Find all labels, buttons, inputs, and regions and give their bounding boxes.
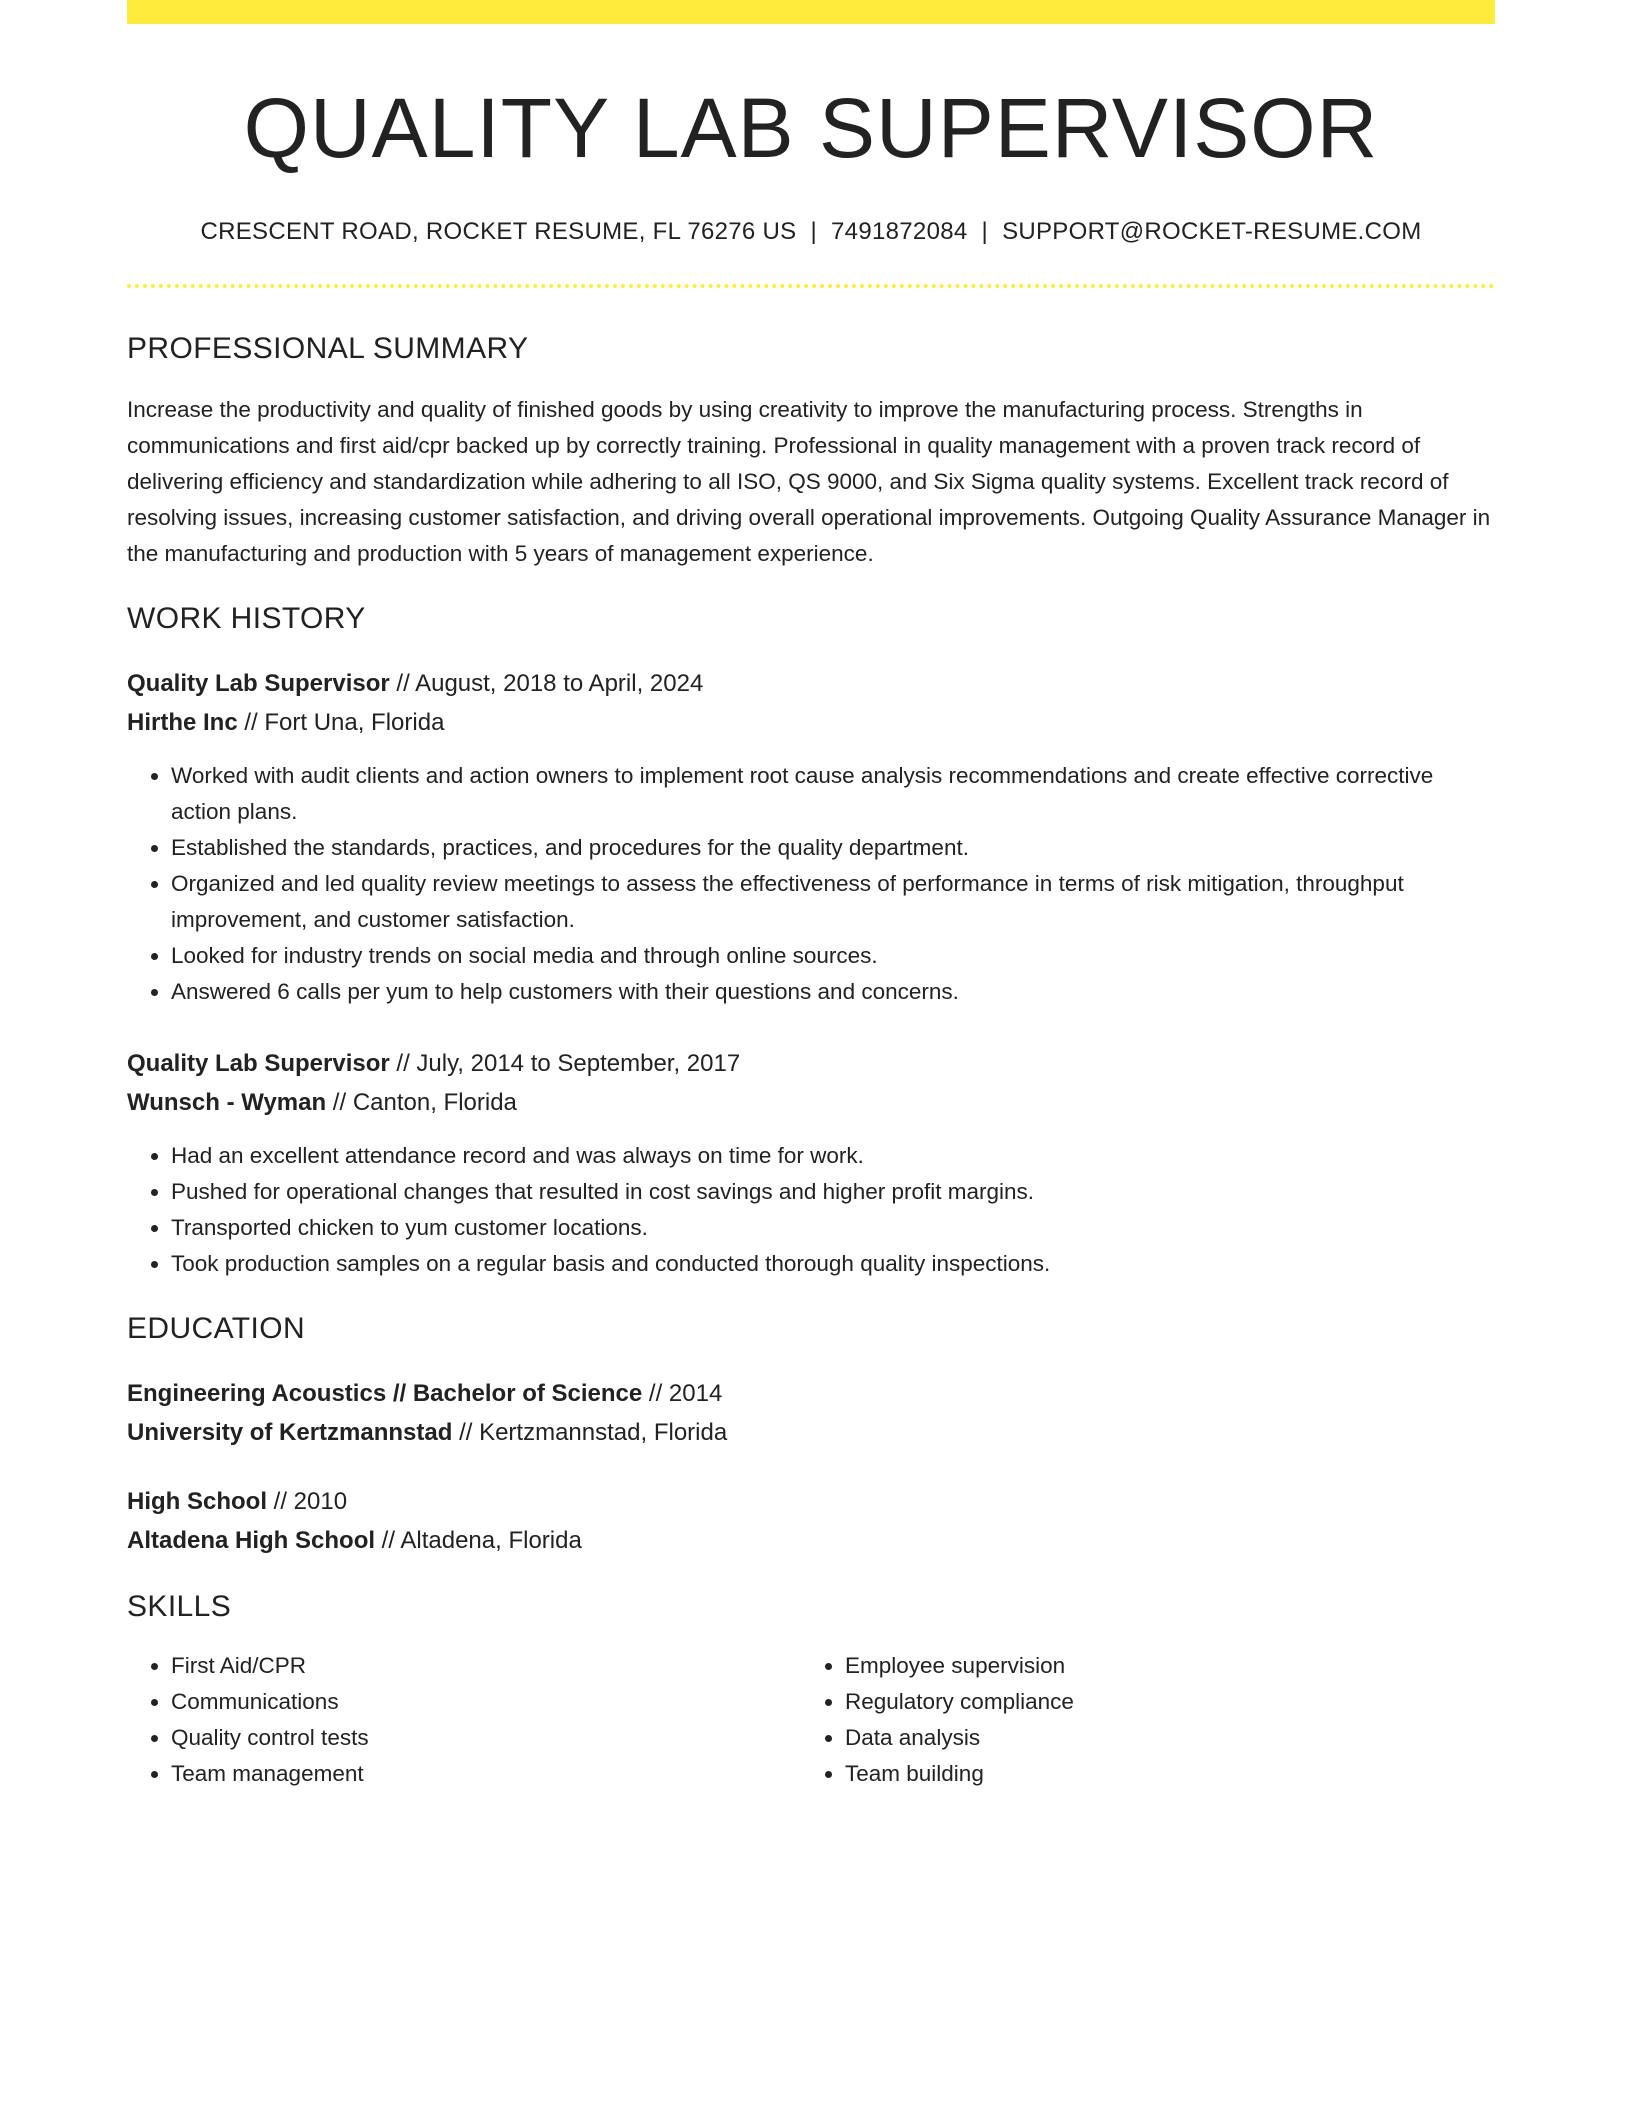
job-role: Quality Lab Supervisor	[127, 670, 390, 698]
skills-list-right	[801, 1648, 1475, 1792]
section-title-work-history: WORK HISTORY	[127, 602, 366, 636]
top-accent-bar	[127, 0, 1495, 24]
job-bullet-list	[127, 1138, 1495, 1282]
education-degree: Engineering Acoustics // Bachelor of Science	[127, 1380, 643, 1408]
job-bullet: • Answered 6 calls per yum to help customers with their questions and concerns.	[171, 974, 1495, 1010]
job-entry	[127, 664, 1495, 1010]
skill-item: • Communications	[171, 1684, 801, 1720]
job-bullet: • Took production samples on a regular basis and conducted thorough quality inspections.	[171, 1246, 1495, 1282]
education-entry	[127, 1482, 1495, 1560]
education-degree-line	[127, 1374, 1495, 1413]
job-location: // Canton, Florida	[326, 1089, 517, 1117]
skill-item: • Quality control tests	[171, 1720, 801, 1756]
education-year: // 2010	[267, 1488, 348, 1516]
job-company: Hirthe Inc	[127, 709, 238, 737]
contact-phone: 7491872084	[831, 218, 968, 246]
job-bullet: • Worked with audit clients and action owners to implement root cause analysis recommendations and create effective corrective action plans.	[171, 758, 1495, 830]
contact-separator: |	[810, 218, 818, 246]
section-title-summary: PROFESSIONAL SUMMARY	[127, 332, 529, 366]
contact-email: SUPPORT@ROCKET-RESUME.COM	[1002, 218, 1422, 246]
skill-item: • First Aid/CPR	[171, 1648, 801, 1684]
skills-columns	[127, 1648, 1495, 1792]
job-title-line	[127, 664, 1495, 703]
skill-item: • Team management	[171, 1756, 801, 1792]
skill-item: • Employee supervision	[845, 1648, 1475, 1684]
education-location: // Kertzmannstad, Florida	[452, 1419, 728, 1447]
section-title-skills: SKILLS	[127, 1590, 232, 1624]
job-company-line	[127, 1083, 1495, 1122]
job-company-line	[127, 703, 1495, 742]
dotted-divider	[127, 284, 1495, 288]
education-school-line	[127, 1413, 1495, 1452]
education-location: // Altadena, Florida	[375, 1527, 582, 1555]
job-dates: // July, 2014 to September, 2017	[389, 1050, 741, 1078]
contact-address: CRESCENT ROAD, ROCKET RESUME, FL 76276 US	[200, 218, 797, 246]
job-bullet: • Looked for industry trends on social media and through online sources.	[171, 938, 1495, 974]
section-title-education: EDUCATION	[127, 1312, 306, 1346]
job-dates: // August, 2018 to April, 2024	[389, 670, 704, 698]
contact-separator: |	[981, 218, 989, 246]
education-school-line	[127, 1521, 1495, 1560]
job-bullet: • Organized and led quality review meetings to assess the effectiveness of performance in terms of risk mitigation, throughput improvement, and customer satisfaction.	[171, 866, 1495, 938]
education-entry	[127, 1374, 1495, 1452]
resume-title: QUALITY LAB SUPERVISOR	[243, 81, 1379, 175]
job-bullet-list	[127, 758, 1495, 1010]
skill-item: • Data analysis	[845, 1720, 1475, 1756]
education-degree: High School	[127, 1488, 267, 1516]
job-title-line	[127, 1044, 1495, 1083]
job-bullet: • Pushed for operational changes that resulted in cost savings and higher profit margins.	[171, 1174, 1495, 1210]
job-bullet: • Transported chicken to yum customer locations.	[171, 1210, 1495, 1246]
skills-list-left	[127, 1648, 801, 1792]
summary-text: Increase the productivity and quality of finished goods by using creativity to improve the manufacturing process. Strengths in communications and first aid/cpr backed up by correctly training. Professional in quality management with a proven track record of delivering efficiency and standardization while adhering to all ISO, QS 9000, and Six Sigma quality systems. Excellent track record of resolving issues, increasing customer satisfaction, and driving overall operational improvements. Outgoing Quality Assurance Manager in the manufacturing and production with 5 years of management experience.	[127, 397, 1491, 567]
job-entry	[127, 1044, 1495, 1282]
education-year: // 2014	[642, 1380, 723, 1408]
job-role: Quality Lab Supervisor	[127, 1050, 390, 1078]
education-school: University of Kertzmannstad	[127, 1419, 453, 1447]
education-degree-line	[127, 1482, 1495, 1521]
resume-page	[127, 0, 1495, 1792]
job-bullet: • Established the standards, practices, and procedures for the quality department.	[171, 830, 1495, 866]
skill-item: • Team building	[845, 1756, 1475, 1792]
contact-line	[127, 218, 1495, 246]
education-school: Altadena High School	[127, 1527, 376, 1555]
job-bullet: • Had an excellent attendance record and was always on time for work.	[171, 1138, 1495, 1174]
skill-item: • Regulatory compliance	[845, 1684, 1475, 1720]
job-company: Wunsch - Wyman	[127, 1089, 327, 1117]
job-location: // Fort Una, Florida	[237, 709, 445, 737]
